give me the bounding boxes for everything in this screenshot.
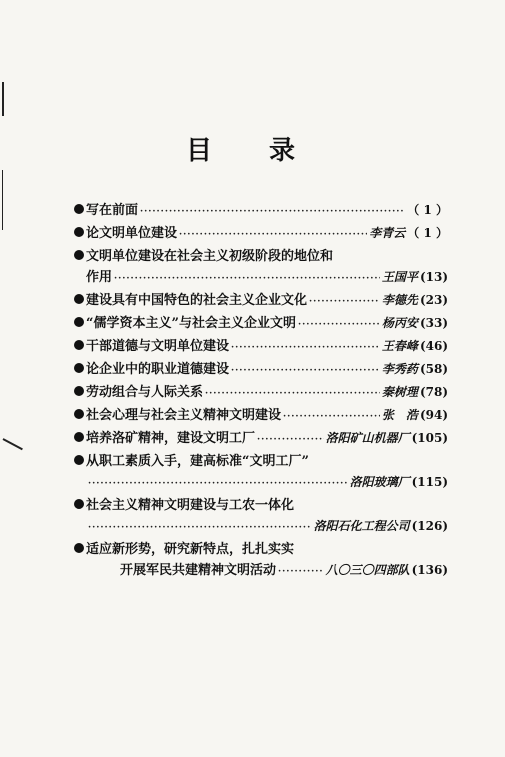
dot-leader [231, 361, 380, 382]
toc-entry-page: (33) [419, 316, 448, 330]
bullet-icon [74, 294, 84, 304]
toc-entry-title: “儒学资本主义”与社会主义企业文明 [86, 316, 296, 331]
toc-entry-author: 王春峰 [381, 339, 418, 353]
dot-leader [140, 202, 405, 223]
toc-entry-title: 论企业中的职业道德建设 [86, 362, 230, 377]
bullet-icon [74, 317, 84, 327]
dot-leader [231, 338, 380, 359]
toc-entry-author: 洛阳玻璃厂 [349, 475, 410, 489]
toc-entry [74, 495, 448, 537]
toc-entry-page: (105) [411, 431, 448, 445]
toc-entry-author: 秦树理 [381, 385, 418, 399]
toc-entry-page: (58) [419, 362, 448, 376]
toc-entry-author: 洛阳石化工程公司 [313, 519, 410, 533]
toc-entry-title: 干部道德与文明单位建设 [86, 339, 230, 354]
bullet-icon [74, 363, 84, 373]
toc-entry-page: （ 1 ） [407, 226, 448, 240]
toc-entry-author: 张 浩 [381, 408, 418, 422]
bullet-icon [74, 409, 84, 419]
toc-entry-title-line2: 开展军民共建精神文明活动 [120, 563, 277, 578]
toc-entry [74, 428, 448, 449]
toc-entry-author: 李秀药 [381, 362, 418, 376]
toc-entry [74, 246, 448, 288]
bullet-icon [74, 250, 84, 260]
bullet-icon [74, 204, 84, 214]
toc-entry-title: 劳动组合与人际关系 [86, 385, 204, 400]
toc-entry-author: 李青云 [369, 226, 406, 240]
toc-entry-title-line1: 文明单位建设在社会主义初级阶段的地位和 [86, 249, 334, 264]
bullet-icon [74, 227, 84, 237]
toc-entry-author: 八〇三〇四部队 [325, 563, 410, 577]
toc-entry-page: (115) [411, 475, 448, 489]
bullet-icon [74, 499, 84, 509]
dot-leader [88, 518, 312, 539]
dot-leader [309, 292, 380, 313]
bullet-icon [74, 340, 84, 350]
bullet-icon [74, 455, 84, 465]
toc-entry-title: 写在前面 [86, 203, 139, 218]
scan-edge-mark [3, 438, 23, 450]
bullet-icon [74, 432, 84, 442]
toc-entry-author: 李德先 [381, 293, 418, 307]
toc-entry-author: 杨丙安 [381, 316, 418, 330]
toc-entry-author: 洛阳矿山机器厂 [325, 431, 410, 445]
toc-entry-title: 培养洛矿精神，建设文明工厂 [86, 431, 256, 446]
dot-leader [278, 562, 324, 583]
toc-entry [74, 223, 448, 244]
page-title: 目 录 [185, 136, 320, 166]
toc-entry-author: 王国平 [381, 270, 418, 284]
toc-entry-page: (46) [419, 339, 448, 353]
bullet-icon [74, 543, 84, 553]
toc-entry [74, 539, 448, 581]
toc-entry-title: 建设具有中国特色的社会主义企业文化 [86, 293, 308, 308]
toc-entry-page: (94) [419, 408, 448, 422]
toc-entry [74, 382, 448, 403]
dot-leader [88, 474, 348, 495]
toc-entry [74, 451, 448, 493]
toc-entry [74, 290, 448, 311]
toc-entry-page: (126) [411, 519, 448, 533]
dot-leader [114, 269, 380, 290]
dot-leader [205, 384, 380, 405]
toc-entry [74, 359, 448, 380]
scan-edge-mark [2, 82, 4, 116]
toc-entry [74, 313, 448, 334]
toc-entry-title-line2: 作用 [86, 270, 113, 285]
toc-entry [74, 336, 448, 357]
scan-edge-mark [2, 170, 3, 230]
toc-entry-page: （ 1 ） [407, 203, 448, 217]
dot-leader [298, 315, 380, 336]
toc-entry-title: 论文明单位建设 [86, 226, 178, 241]
toc-entry [74, 200, 448, 221]
dot-leader [283, 407, 380, 428]
toc-entry-title: 社会主义精神文明建设与工农一体化 [86, 498, 295, 513]
toc-entry-page: (23) [419, 293, 448, 307]
toc-entry-title-line1: 适应新形势，研究新特点，扎扎实实 [86, 542, 295, 557]
toc-entry-title: 社会心理与社会主义精神文明建设 [86, 408, 282, 423]
dot-leader [257, 430, 324, 451]
toc-entry [74, 405, 448, 426]
table-of-contents [74, 200, 448, 583]
toc-entry-title: 从职工素质入手，建高标准“文明工厂” [86, 454, 309, 469]
dot-leader [179, 225, 367, 246]
toc-entry-page: (78) [419, 385, 448, 399]
toc-entry-page: (13) [419, 270, 448, 284]
bullet-icon [74, 386, 84, 396]
toc-entry-page: (136) [411, 563, 448, 577]
